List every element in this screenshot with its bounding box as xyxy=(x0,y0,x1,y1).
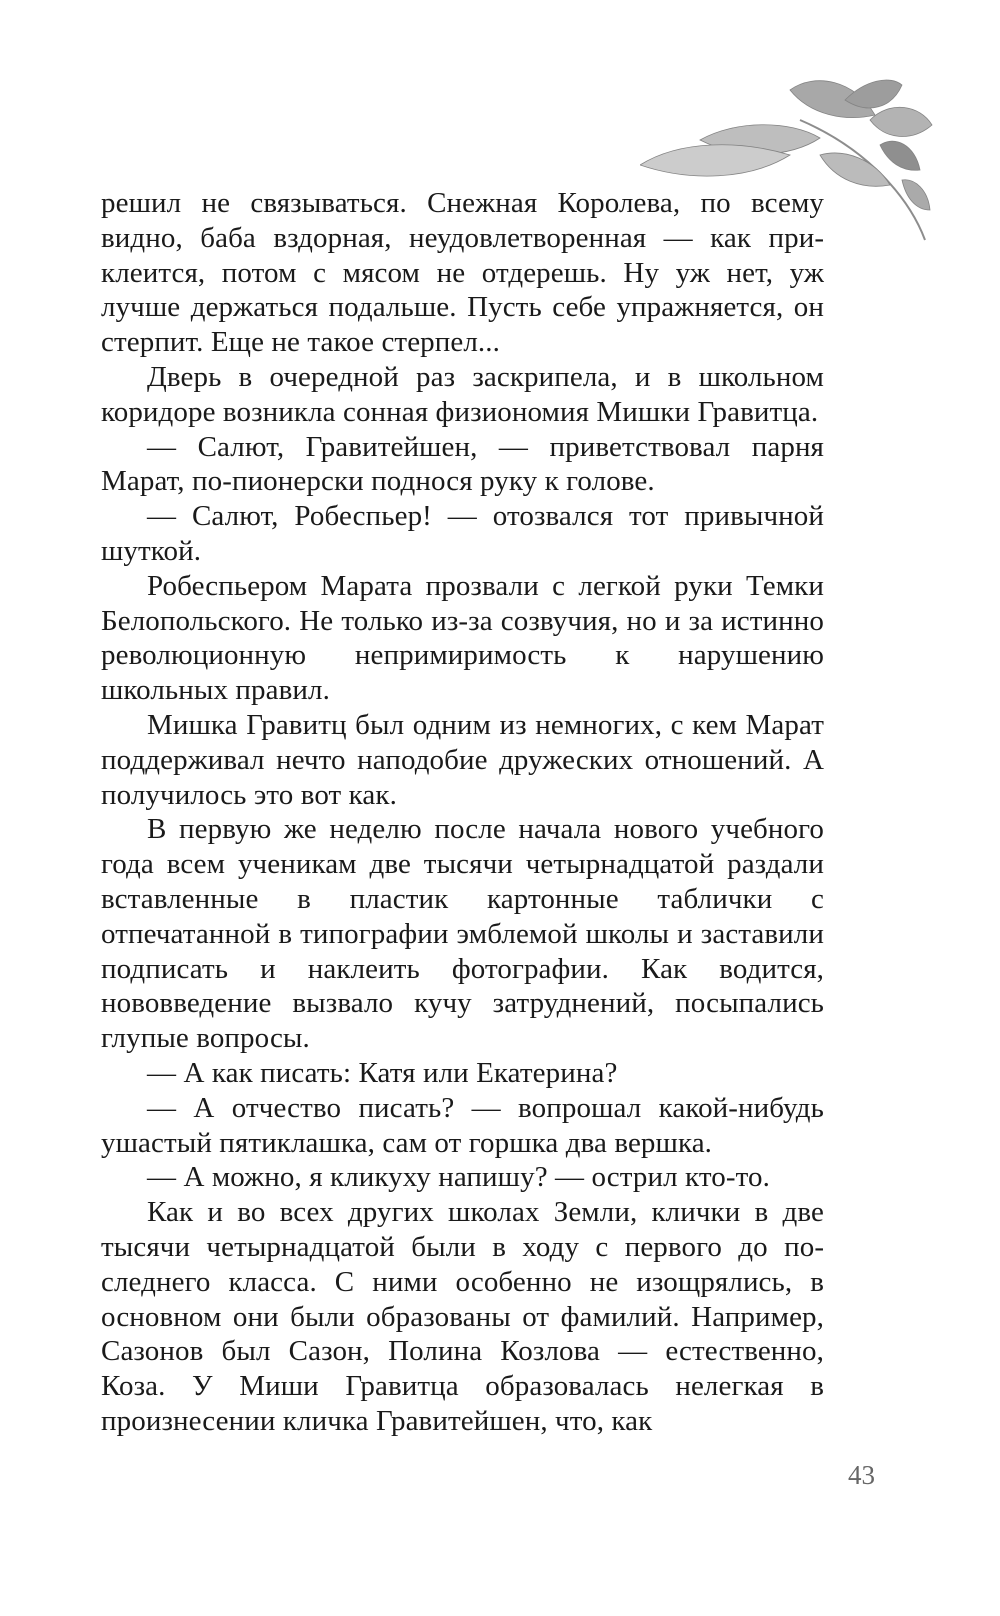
body-text xyxy=(101,186,824,1439)
paragraph: — А можно, я кликуху напишу? — острил кто-то. xyxy=(147,1161,770,1194)
paragraph: — А отчество писать? — вопрошал какой-нибудь ушастый пятиклашка, сам от горшка два вершка. xyxy=(101,1091,824,1159)
paragraph: Как и во всех других школах Земли, клички в две тысячи четырнадцатой были в ходу с первого до последнего класса. С ними особенно не изощрялись, в основном они были образованы от фамилий. Например, Сазонов был Сазон, Полина Козлова — естественно, Коза. У Миши Гравитца образовалась нелегкая в произнесении кличка Гравитейшен, что, как xyxy=(101,1196,824,1437)
page-number: 43 xyxy=(848,1460,875,1490)
paragraph: — Салют, Робеспьер! — отозвался тот привычной шуткой. xyxy=(101,500,824,567)
paragraph: Дверь в очередной раз заскрипела, и в школьном коридоре возникла сонная физиономия Мишки Гравитца. xyxy=(101,360,824,428)
paragraph: решил не связываться. Снежная Королева, по всему видно, баба вздорная, неудовлетворенная — как приклеится, потом с мясом не отдерешь. Ну уж нет, уж лучше держаться подальше. Пусть себе упражняется, он стерпит. Еще не такое стерпел... xyxy=(101,187,824,359)
paragraph: — А как писать: Катя или Екатерина? xyxy=(147,1056,618,1089)
paragraph: В первую же неделю после начала нового учебного года всем ученикам две тысячи четырнадцатой раздали вставленные в пластик картонные таблички с отпечатанной в типографии эмблемой школы и заставили подписать и наклеить фотографии. Как водится, нововведение вызвало кучу затруднений, посыпались глупые вопросы. xyxy=(101,813,824,1055)
paragraph: — Салют, Гравитейшен, — приветствовал парня Марат, по-пионерски поднося руку к голове. xyxy=(101,430,824,498)
paragraph: Робеспьером Марата прозвали с легкой руки Темки Белопольского. Не только из-за созвучия, но и за истинно революционную непримиримость к нарушению школьных правил. xyxy=(101,569,824,707)
paragraph: Мишка Гравитц был одним из немногих, с кем Марат поддерживал нечто наподобие дружеских отношений. А получилось это вот как. xyxy=(101,708,824,811)
